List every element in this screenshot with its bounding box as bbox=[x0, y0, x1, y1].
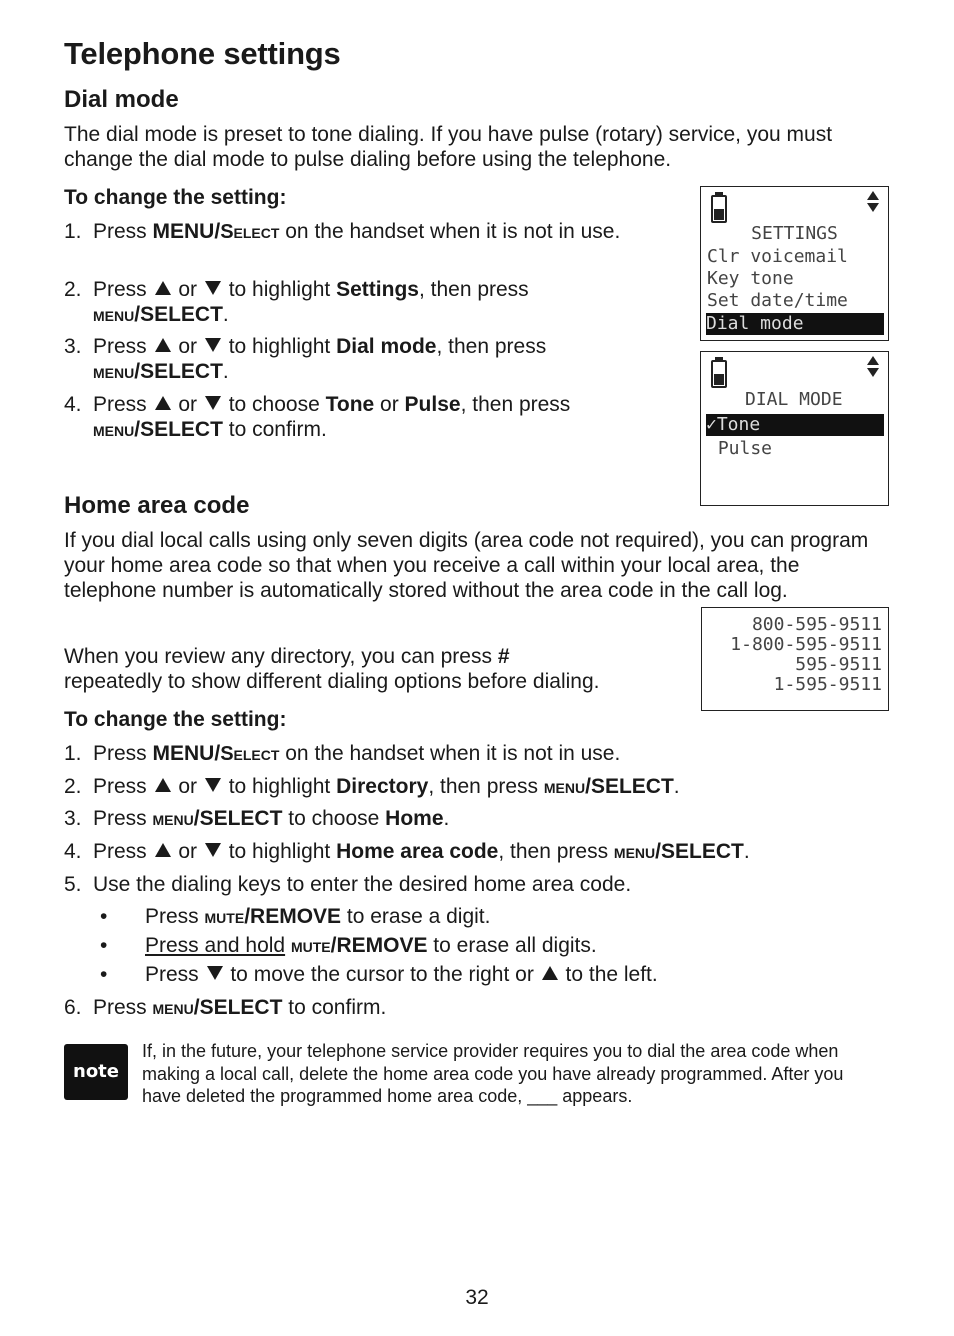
step-number: 4. bbox=[64, 840, 82, 863]
bullet-item: • Press and hold mute/REMOVE to erase all digits. bbox=[100, 934, 597, 957]
menu-item-selected: ✓Tone bbox=[706, 414, 884, 436]
step-text: Press MENU/Select on the handset when it is not in use. bbox=[93, 742, 621, 765]
down-arrow-icon bbox=[205, 843, 221, 857]
home-change-heading: To change the setting: bbox=[64, 708, 287, 731]
dial-mode-change-heading: To change the setting: bbox=[64, 186, 287, 209]
step-number: 1. bbox=[64, 742, 82, 765]
home-step-1 bbox=[64, 741, 894, 766]
menu-item: Clr voicemail bbox=[707, 246, 848, 267]
dial-mode-intro: The dial mode is preset to tone dialing. If you have pulse (rotary) service, you must change the dial mode to pulse dialing before using the telephone. bbox=[64, 123, 833, 171]
menu-item: Pulse bbox=[707, 438, 773, 459]
down-arrow-icon bbox=[205, 281, 221, 295]
step-number: 5. bbox=[64, 873, 82, 896]
bullet-text: Press to move the cursor to the right or to the left. bbox=[145, 963, 658, 986]
bullet-text: Press and hold mute/REMOVE to erase all digits. bbox=[145, 934, 597, 957]
note-icon: note bbox=[64, 1044, 128, 1100]
number-format-screen bbox=[701, 607, 889, 711]
step-text: Press or to highlight Home area code, then press menu/SELECT. bbox=[93, 840, 750, 863]
home-area-code-heading: Home area code bbox=[64, 492, 250, 519]
scroll-arrows-icon bbox=[867, 191, 881, 212]
step-text: Press MENU/Select on the handset when it is not in use. bbox=[93, 220, 621, 243]
battery-icon bbox=[711, 360, 727, 388]
screen-title: DIAL MODE bbox=[745, 389, 843, 410]
up-arrow-icon bbox=[155, 843, 171, 857]
down-arrow-icon bbox=[205, 396, 221, 410]
home-step-4 bbox=[64, 839, 894, 864]
dial-step-1 bbox=[64, 219, 644, 269]
up-arrow-icon bbox=[155, 338, 171, 352]
step-number: 3. bbox=[64, 335, 82, 358]
dial-step-4 bbox=[64, 392, 664, 442]
dial-mode-heading: Dial mode bbox=[64, 86, 179, 113]
step-number: 4. bbox=[64, 393, 82, 416]
step-number: 1. bbox=[64, 220, 82, 243]
step-number: 2. bbox=[64, 278, 82, 301]
step-number: 3. bbox=[64, 807, 82, 830]
step-text: Use the dialing keys to enter the desired home area code. bbox=[93, 873, 632, 896]
menu-item: Key tone bbox=[707, 268, 794, 289]
up-arrow-icon bbox=[155, 281, 171, 295]
home-step-6 bbox=[64, 995, 894, 1020]
up-arrow-icon bbox=[155, 778, 171, 792]
number-option: 1-800-595-9511 bbox=[730, 634, 882, 655]
down-arrow-icon bbox=[205, 778, 221, 792]
bullet-item: • Press mute/REMOVE to erase a digit. bbox=[100, 905, 491, 928]
step-text: Press menu/SELECT to choose Home. bbox=[93, 807, 450, 830]
bullet-item: • Press to move the cursor to the right or to the left. bbox=[100, 963, 658, 986]
step-number: 2. bbox=[64, 775, 82, 798]
page-number: 32 bbox=[465, 1286, 489, 1309]
down-arrow-icon bbox=[205, 338, 221, 352]
menu-item: Set date/time bbox=[707, 290, 848, 311]
down-arrow-icon bbox=[207, 966, 223, 980]
note-text: If, in the future, your telephone service provider requires you to dial the area code when making a local call, delete the home area code you have already programmed. After you have deleted the programmed home area code, ___ appears. bbox=[142, 1041, 844, 1106]
up-arrow-icon bbox=[542, 966, 558, 980]
bullet-text: Press mute/REMOVE to erase a digit. bbox=[145, 905, 491, 928]
step-text: Press menu/SELECT to confirm. bbox=[93, 996, 387, 1019]
step-text: Press or to highlight Directory, then press menu/SELECT. bbox=[93, 775, 680, 798]
number-option: 595-9511 bbox=[795, 654, 882, 675]
home-area-code-intro: If you dial local calls using only seven digits (area code not required), you can program your home area code so that when you receive a call within your local area, the telephone number is automatically stored without the area code in the call log. bbox=[64, 529, 869, 602]
page-title: Telephone settings bbox=[64, 36, 341, 71]
settings-menu-screen bbox=[700, 186, 889, 341]
scroll-arrows-icon bbox=[867, 356, 881, 377]
step-text: Press or to choose Tone or Pulse, then press menu/SELECT to confirm. bbox=[93, 393, 571, 441]
home-step-2 bbox=[64, 774, 894, 799]
dial-mode-screen bbox=[700, 351, 889, 506]
step-text: Press or to highlight Dial mode, then press menu/SELECT. bbox=[93, 335, 547, 383]
battery-icon bbox=[711, 195, 727, 223]
number-option: 1-595-9511 bbox=[773, 674, 882, 695]
screen-title: SETTINGS bbox=[751, 223, 838, 244]
step-number: 6. bbox=[64, 996, 82, 1019]
dial-step-2 bbox=[64, 277, 644, 327]
step-text: Press or to highlight Settings, then press menu/SELECT. bbox=[93, 278, 529, 326]
home-step-5 bbox=[64, 872, 894, 897]
home-step-3 bbox=[64, 806, 894, 831]
number-option: 800-595-9511 bbox=[751, 614, 882, 635]
dial-step-3 bbox=[64, 334, 644, 384]
menu-item-selected: Dial mode bbox=[706, 313, 884, 335]
review-text: When you review any directory, you can press # repeatedly to show different dialing options before dialing. bbox=[64, 645, 600, 693]
up-arrow-icon bbox=[155, 396, 171, 410]
